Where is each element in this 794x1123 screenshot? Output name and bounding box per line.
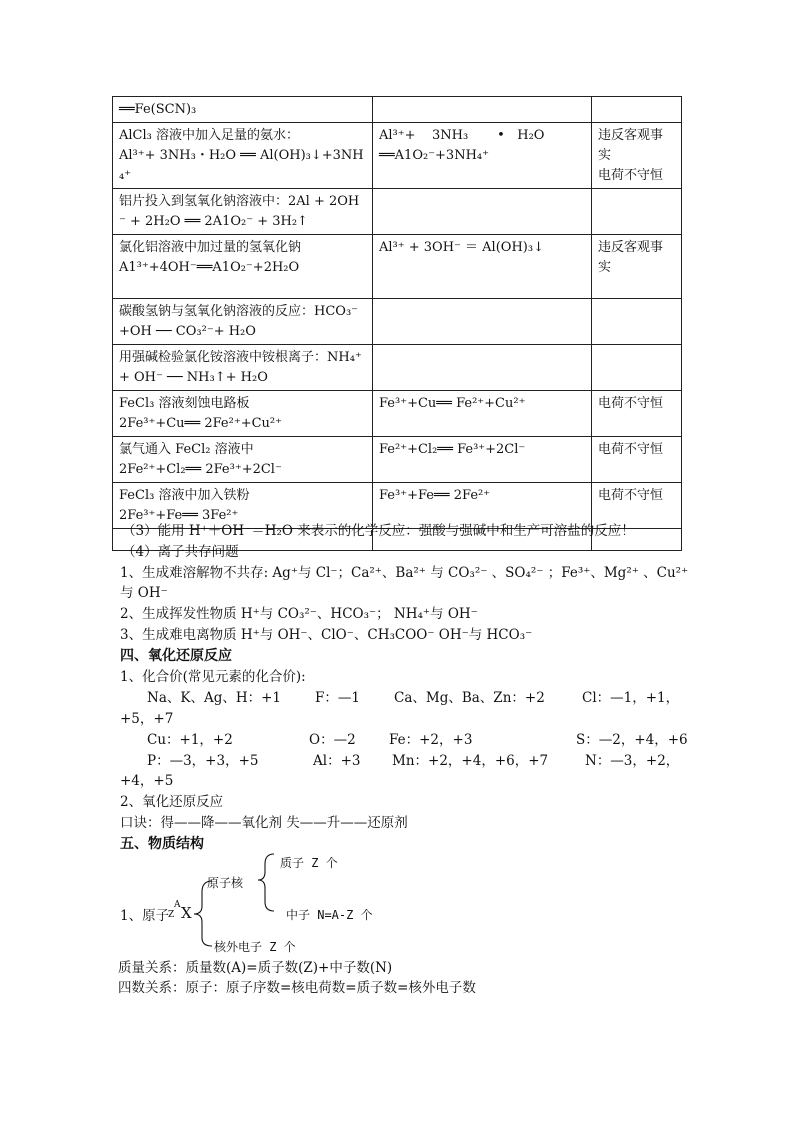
- valence-s: S：—2，+4，+6: [576, 732, 688, 748]
- atom-symbol-x: X: [181, 904, 192, 922]
- neutron-label: 中子 N=A-Z 个: [286, 908, 373, 922]
- cell-reason: [592, 97, 682, 123]
- valence-cl: Cl：—1，+1，: [582, 690, 680, 706]
- cell-reason: [592, 299, 682, 345]
- structure-braces: [190, 850, 290, 955]
- cell-correct: FeCl₃ 溶液中加入铁粉 2Fe³⁺+Fe══ 3Fe²⁺: [113, 483, 373, 529]
- cell-reason: [592, 189, 682, 235]
- cell-correct: AlCl₃ 溶液中加入足量的氨水： Al³⁺+ 3NH₃・H₂O ══ Al(OH)₃↓+3NH₄⁺: [113, 123, 373, 189]
- section-heading-redox: 四、氧化还原反应: [120, 648, 232, 664]
- valence-n-cont: +4，+5: [120, 773, 174, 789]
- table-row: [113, 235, 682, 299]
- ionic-equation-table: [112, 96, 682, 551]
- atom-brace: [194, 881, 212, 946]
- cell-wrong: [373, 345, 592, 391]
- electron-label: 核外电子 Z 个: [214, 940, 296, 954]
- section-heading-structure: 五、物质结构: [120, 836, 204, 852]
- cell-reason: 违反客观事实: [592, 235, 682, 299]
- table-body: [113, 97, 682, 551]
- cell-correct: 用强碱检验氯化铵溶液中铵根离子：NH₄⁺ + OH⁻ ── NH₃↑+ H₂O: [113, 345, 373, 391]
- valence-o: O：—2: [309, 732, 356, 748]
- valence-al: Al：+3: [313, 753, 361, 769]
- valence-n: N：—3，+2，: [585, 753, 680, 769]
- valence-na-k-ag-h: Na、K、Ag、H：+1: [147, 690, 282, 706]
- table-row: [113, 123, 682, 189]
- atom-label: 1、原子: [120, 908, 170, 924]
- valence-heading: 1、化合价(常见元素的化合价):: [120, 669, 306, 685]
- cell-wrong: [373, 189, 592, 235]
- cell-wrong: Al³⁺ + 3OH⁻ ＝ Al(OH)₃↓: [373, 235, 592, 299]
- cell-correct: 碳酸氢钠与氢氧化钠溶液的反应：HCO₃⁻ +OH ── CO₃²⁻+ H₂O: [113, 299, 373, 345]
- cell-correct: FeCl₃ 溶液刻蚀电路板 2Fe³⁺+Cu══ 2Fe²⁺+Cu²⁺: [113, 391, 373, 437]
- volatile-line: 2、生成挥发性物质 H⁺与 CO₃²⁻、HCO₃⁻； NH₄⁺与 OH⁻: [120, 606, 478, 622]
- table-row: [113, 189, 682, 235]
- valence-p: P：—3，+3，+5: [147, 753, 259, 769]
- redox-heading: 2、氧化还原反应: [120, 794, 224, 810]
- valence-fe: Fe：+2，+3: [389, 732, 473, 748]
- nucleus-label: 原子核: [207, 876, 244, 890]
- valence-mn: Mn：+2，+4，+6，+7: [392, 753, 549, 769]
- insoluble-line: 1、生成难溶解物不共存: Ag⁺与 Cl⁻；Ca²⁺、Ba²⁺ 与 CO₃²⁻ 、SO₄²⁻ ；Fe³⁺、Mg²⁺ 、Cu²⁺: [120, 565, 689, 581]
- table-row: [113, 97, 682, 123]
- cell-reason: 违反客观事实 电荷不守恒: [592, 123, 682, 189]
- valence-f: F：—1: [315, 690, 360, 706]
- neutralization-note: （3）能用 H⁺＋OH⁻＝H₂O 来表示的化学反应：强酸与强碱中和生产可溶盐的反应！: [122, 523, 635, 539]
- coexistence-heading: （4）离子共存问题: [122, 544, 239, 560]
- proton-label: 质子 Z 个: [280, 856, 338, 870]
- redox-mnemonic: 口诀：得——降——氧化剂 失——升——还原剂: [120, 815, 408, 831]
- cell-wrong: [373, 97, 592, 123]
- valence-cl-cont: +5，+7: [120, 711, 174, 727]
- cell-correct: 铝片投入到氢氧化钠溶液中：2Al + 2OH⁻ + 2H₂O ══ 2A1O₂⁻ + 3H₂↑: [113, 189, 373, 235]
- atom-a-superscript: A: [174, 900, 181, 910]
- table-row: [113, 437, 682, 483]
- cell-correct: 氯气通入 FeCl₂ 溶液中 2Fe²⁺+Cl₂══ 2Fe³⁺+2Cl⁻: [113, 437, 373, 483]
- nucleus-brace: [258, 854, 274, 911]
- cell-wrong: Fe²⁺+Cl₂══ Fe³⁺+2Cl⁻: [373, 437, 592, 483]
- valence-cu: Cu：+1，+2: [147, 732, 233, 748]
- cell-reason: [592, 345, 682, 391]
- cell-wrong: Fe³⁺+Cu══ Fe²⁺+Cu²⁺: [373, 391, 592, 437]
- insoluble-line-cont: 与 OH⁻: [120, 585, 168, 601]
- four-number-relation: 四数关系：原子：原子序数=核电荷数=质子数=核外电子数: [118, 980, 476, 996]
- cell-wrong: Fe³⁺+Fe══ 2Fe²⁺: [373, 483, 592, 529]
- cell-wrong: Al³⁺+ 3NH₃ • H₂O ══A1O₂⁻+3NH₄⁺: [373, 123, 592, 189]
- table-row: [113, 391, 682, 437]
- valence-ca-mg-ba-zn: Ca、Mg、Ba、Zn：+2: [394, 690, 545, 706]
- cell-correct: 氯化铝溶液中加过量的氢氧化钠 A1³⁺+4OH⁻══A1O₂⁻+2H₂O: [113, 235, 373, 299]
- weak-electrolyte-line: 3、生成难电离物质 H⁺与 OH⁻、ClO⁻、CH₃COO⁻ OH⁻与 HCO₃⁻: [120, 627, 533, 643]
- table-row: [113, 345, 682, 391]
- cell-reason: 电荷不守恒: [592, 391, 682, 437]
- cell-correct: ══Fe(SCN)₃: [113, 97, 373, 123]
- cell-reason: 电荷不守恒: [592, 437, 682, 483]
- mass-relation: 质量关系：质量数(A)=质子数(Z)+中子数(N): [118, 960, 393, 976]
- atom-z-subscript: Z: [168, 910, 175, 920]
- cell-wrong: [373, 299, 592, 345]
- table-row: [113, 299, 682, 345]
- cell-reason: 电荷不守恒: [592, 483, 682, 529]
